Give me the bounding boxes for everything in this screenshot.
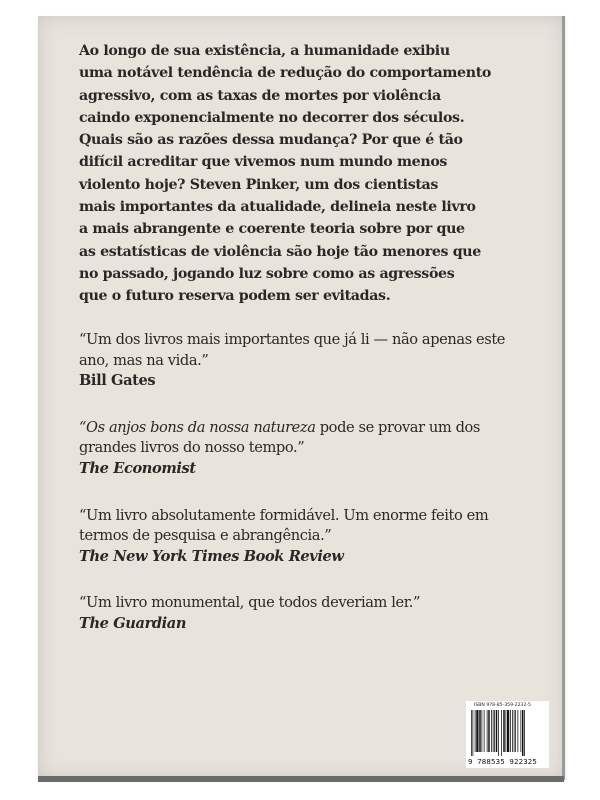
blurb-line: difícil acreditar que vivemos num mundo menos: [79, 154, 448, 171]
blurb-line: no passado, jogando luz sobre como as agressões: [79, 265, 455, 282]
blurb-line: caindo exponencialmente no decorrer dos séculos.: [79, 109, 465, 126]
quote-bill-gates: [79, 330, 539, 392]
barcode-bar: [522, 710, 524, 756]
blurb-line: Quais são as razões dessa mudança? Por que é tão: [79, 132, 463, 149]
barcode-bar: [507, 710, 509, 752]
blurb-line: violento hoje? Steven Pinker, um dos cientistas: [79, 176, 439, 193]
quote-line: termos de pesquisa e abrangência.”: [79, 527, 332, 545]
quote-the-guardian: [79, 593, 539, 634]
barcode-bar: [484, 710, 485, 752]
cover-bottom-edge: [38, 776, 564, 782]
quote-line: grandes livros do nosso tempo.”: [79, 439, 305, 457]
barcode-bar: [475, 710, 476, 752]
blurb-line: Ao longo de sua existência, a humanidade exibiu: [79, 43, 450, 59]
blurb-line: mais importantes da atualidade, delineia neste livro: [79, 199, 476, 216]
barcode-bar: [491, 710, 492, 752]
quote-the-economist: [79, 418, 539, 480]
barcode-bar: [521, 710, 522, 752]
barcode-bar: [487, 710, 488, 752]
barcode-bar: [476, 710, 478, 752]
quote-line: “Um livro absolutamente formidável. Um enorme feito em: [79, 506, 489, 524]
barcode-bar: [514, 710, 515, 752]
barcode-bar: [496, 710, 498, 752]
book-title-italic: “Os anjos bons da nossa natureza: [79, 418, 316, 436]
quote-line: [79, 418, 539, 439]
quote-line: “Um dos livros mais importantes que já li — não apenas este: [79, 331, 506, 348]
barcode-bar: [493, 710, 494, 752]
barcode-bar: [512, 710, 513, 752]
barcode-bar: [518, 710, 519, 752]
quote-line: ano, mas na vida.”: [79, 351, 209, 369]
blurb-line: que o futuro reserva podem ser evitadas.: [79, 288, 391, 305]
cover-right-edge: [562, 16, 565, 780]
barcode-bar: [479, 710, 481, 752]
blurb-line: as estatísticas de violência são hoje tão menores que: [79, 243, 481, 260]
barcode-bar: [498, 710, 499, 756]
barcode-bar: [488, 710, 490, 752]
quote-source: The Economist: [79, 459, 196, 477]
isbn-label: ISBN 978-85-359-2232-5: [474, 703, 531, 708]
barcode-bar: [494, 710, 495, 752]
quote-source: The Guardian: [79, 614, 187, 632]
quote-source: Bill Gates: [79, 372, 156, 390]
review-quotes: [79, 330, 539, 661]
quote-source: The New York Times Book Review: [79, 547, 344, 565]
book-blurb: [79, 40, 549, 308]
barcode-bar: [482, 710, 483, 752]
barcode-digits: 9 788535 922325: [468, 757, 537, 766]
barcode-bar: [510, 710, 511, 752]
isbn-barcode: [466, 701, 549, 768]
barcode-bar: [471, 710, 472, 756]
barcode-bar: [524, 710, 525, 756]
barcode-bar: [473, 710, 474, 756]
barcode-bar: [515, 710, 516, 752]
quote-line: “Um livro monumental, que todos deveriam ler.”: [79, 594, 421, 612]
barcode-bar: [503, 710, 505, 752]
quote-nyt-book-review: [79, 506, 539, 568]
barcode-bars-icon: [470, 710, 546, 756]
barcode-bar: [501, 710, 502, 756]
blurb-line: a mais abrangente e coerente teoria sobre por que: [79, 221, 465, 238]
quote-line-rest: pode se provar um dos: [315, 418, 481, 436]
blurb-line: uma notável tendência de redução do comportamento: [79, 65, 492, 82]
blurb-line: agressivo, com as taxas de mortes por violência: [79, 87, 441, 104]
barcode-bar: [506, 710, 507, 752]
